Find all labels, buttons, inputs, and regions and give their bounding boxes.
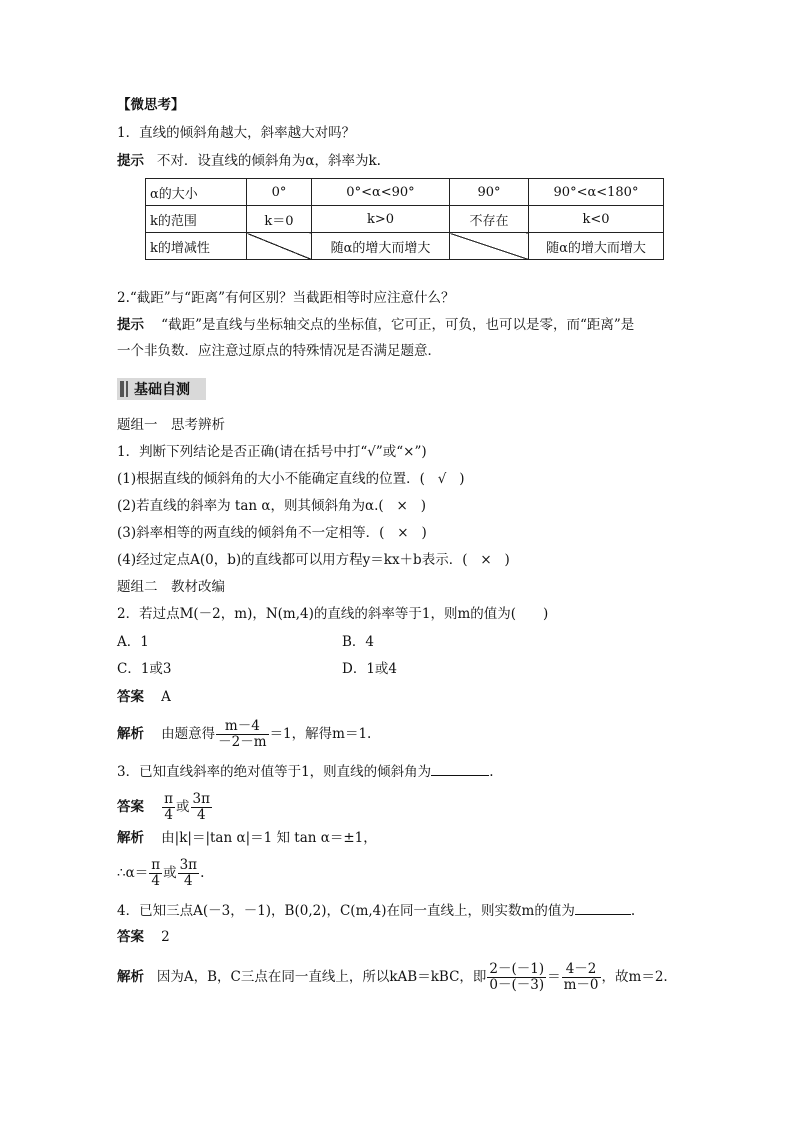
table-cell: k＝0 <box>247 206 312 233</box>
q4-analysis <box>117 962 668 993</box>
group2-title: 题组二 教材改编 <box>117 579 225 595</box>
micro-question-1: 1．直线的倾斜角越大，斜率越大对吗？ <box>117 125 356 141</box>
q4-question <box>117 900 635 920</box>
q3-analysis <box>117 829 377 847</box>
q4-answer <box>117 928 170 946</box>
fraction-numerator: 2－(－1) <box>489 961 545 977</box>
question-text: 3．已知直线斜率的绝对值等于1，则直线的倾斜角为 <box>117 764 432 780</box>
group1-title: 题组一 思考辨析 <box>117 417 225 433</box>
fraction-numerator: 3π <box>179 857 198 873</box>
hint-text: 不对．设直线的倾斜角为α，斜率为k. <box>156 153 381 169</box>
fraction-numerator: m－4 <box>216 719 268 735</box>
q3-answer <box>117 792 213 823</box>
analysis-text: ，故m＝2. <box>601 969 668 985</box>
judge-item <box>117 524 427 542</box>
judge-text: (3)斜率相等的两直线的倾斜角不一定相等．( <box>117 525 385 541</box>
fraction-denominator: 4 <box>184 873 193 889</box>
analysis-end: . <box>200 865 205 881</box>
question-end: . <box>489 764 494 780</box>
judge-close: ) <box>420 498 427 514</box>
judge-mark: × <box>397 525 409 541</box>
answer-label: 答案 <box>117 799 144 815</box>
section-title: 基础自测 <box>134 382 190 398</box>
micro-hint-2 <box>117 316 634 334</box>
option-a: A．1 <box>117 634 149 650</box>
analysis-eq: ＝ <box>547 969 561 985</box>
question-end: . <box>630 903 636 919</box>
judge-close: ) <box>459 471 465 487</box>
micro-think-header: 【微思考】 <box>117 97 185 113</box>
analysis-text: ∴α＝ <box>117 865 149 881</box>
table-cell: 0° <box>247 179 312 206</box>
analysis-text: 由题意得 <box>161 726 216 742</box>
micro-hint-2-cont: 一个非负数．应注意过原点的特殊情况是否满足题意． <box>117 343 441 359</box>
judge-text: (1)根据直线的倾斜角的大小不能确定直线的位置．( <box>117 471 425 487</box>
fraction-denominator: 0－(－3) <box>489 977 545 993</box>
section-bar-icon <box>126 381 128 397</box>
answer-value: A <box>161 689 171 705</box>
analysis-text: ＝1，解得m＝1. <box>269 726 372 742</box>
table-cell: 随α的增大而增大 <box>312 233 450 260</box>
table-row <box>146 233 664 260</box>
answer-or: 或 <box>176 799 190 815</box>
table-cell: k的范围 <box>146 206 247 233</box>
fraction-denominator: 4 <box>164 807 173 823</box>
judge-item <box>117 497 426 515</box>
q2-answer <box>117 688 171 706</box>
fraction-numerator: 3π <box>192 791 211 807</box>
fraction <box>178 858 199 889</box>
answer-blank <box>431 761 489 776</box>
group2-question-2: 2．若过点M(－2，m)，N(m,4)的直线的斜率等于1，则m的值为( ) <box>117 606 549 622</box>
answer-value: 2 <box>161 929 170 945</box>
analysis-label: 解析 <box>117 969 144 985</box>
answer-label: 答案 <box>117 929 144 945</box>
analysis-label: 解析 <box>117 726 144 742</box>
q3-analysis-cont <box>117 858 204 889</box>
slope-table <box>145 178 664 260</box>
q2-analysis <box>117 719 371 750</box>
fraction-denominator: m－0 <box>563 977 599 993</box>
judge-mark: √ <box>437 471 447 487</box>
table-cell: k的增减性 <box>146 233 247 260</box>
table-cell: 90° <box>450 179 529 206</box>
analysis-text: 因为A，B，C三点在同一直线上，所以kAB＝kBC，即 <box>156 969 487 985</box>
question-text: 4．已知三点A(－3，－1)，B(0,2)，C(m,4)在同一直线上，则实数m的值为 <box>117 903 575 919</box>
table-cell-diagonal <box>247 233 312 260</box>
table-row <box>146 179 664 206</box>
answer-blank <box>575 900 631 915</box>
answer-label: 答案 <box>117 689 144 705</box>
section-header <box>117 378 206 400</box>
judge-mark: × <box>480 552 492 568</box>
fraction-denominator: 4 <box>196 807 206 823</box>
fraction <box>149 858 162 889</box>
section-bar-icon <box>120 381 124 397</box>
table-cell: 90°<α<180° <box>529 179 664 206</box>
fraction-denominator: －2－m <box>218 734 267 750</box>
fraction-numerator: π <box>164 791 174 807</box>
judge-close: ) <box>504 552 510 568</box>
fraction-numerator: π <box>151 857 161 873</box>
table-cell: 随α的增大而增大 <box>529 233 664 260</box>
judge-item <box>117 551 510 569</box>
fraction-numerator: 4－2 <box>562 962 601 978</box>
table-cell: k<0 <box>529 206 664 233</box>
judge-mark: × <box>396 498 408 514</box>
table-cell: 不存在 <box>450 206 529 233</box>
analysis-or: 或 <box>163 865 177 881</box>
fraction <box>487 962 546 993</box>
analysis-text: 由|k|＝|tan α|＝1 知 tan α＝±1， <box>161 830 377 846</box>
group1-question-1: 1．判断下列结论是否正确(请在括号中打“√”或“×”) <box>117 444 427 460</box>
hint-label: 提示 <box>117 317 144 333</box>
judge-text: (2)若直线的斜率为 tan α，则其倾斜角为α.( <box>117 498 384 514</box>
option-b: B．4 <box>342 634 375 650</box>
micro-hint-1 <box>117 152 381 170</box>
table-cell-diagonal <box>450 233 529 260</box>
judge-item <box>117 470 465 488</box>
fraction <box>216 719 268 750</box>
table-cell: 0°<α<90° <box>312 179 450 206</box>
option-d: D．1或4 <box>342 661 398 677</box>
table-cell: α的大小 <box>146 179 247 206</box>
fraction <box>191 792 212 823</box>
micro-question-2: 2.“截距”与“距离”有何区别？当截距相等时应注意什么？ <box>117 290 455 306</box>
hint-label: 提示 <box>117 153 144 169</box>
option-c: C．1或3 <box>117 661 172 677</box>
judge-text: (4)经过定点A(0，b)的直线都可以用方程y＝kx＋b表示．( <box>117 552 468 568</box>
q3-question <box>117 761 493 781</box>
hint-text: “截距”是直线与坐标轴交点的坐标值，它可正，可负，也可以是零，而“距离”是 <box>161 317 635 333</box>
fraction-denominator: 4 <box>151 873 160 889</box>
table-cell: k>0 <box>312 206 450 233</box>
fraction <box>162 792 175 823</box>
fraction <box>562 962 601 993</box>
judge-close: ) <box>421 525 427 541</box>
analysis-label: 解析 <box>117 830 144 846</box>
table-row <box>146 206 664 233</box>
